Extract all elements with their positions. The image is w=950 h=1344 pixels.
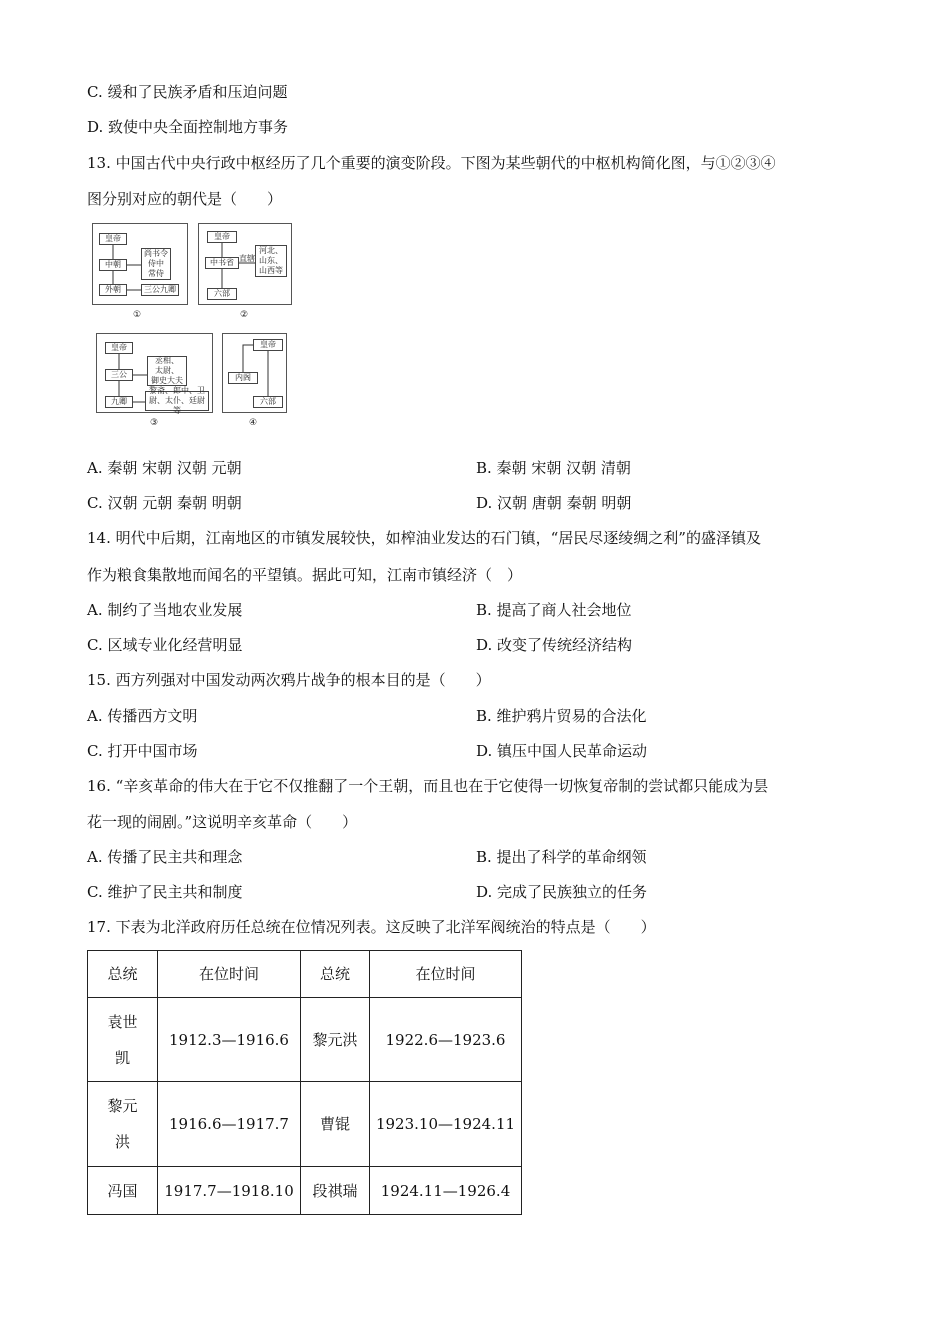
diagram-2-arrows: [199, 224, 293, 306]
table-cell: 1912.3—1916.6: [158, 998, 301, 1082]
diagram-2-secretariat: 中书省: [205, 257, 239, 269]
diagram-1-emperor: 皇帝: [99, 233, 127, 245]
q14-option-b[interactable]: B. 提高了商人社会地位: [476, 601, 632, 619]
diagram-3-nine-ministers: 九卿: [105, 396, 133, 408]
q16-option-d[interactable]: D. 完成了民族独立的任务: [476, 883, 648, 901]
table-cell: 黎元洪: [301, 998, 370, 1082]
q16-option-b[interactable]: B. 提出了科学的革命纲领: [476, 848, 647, 866]
q15-stem: 15. 西方列强对中国发动两次鸦片战争的根本目的是（ ）: [87, 671, 491, 689]
diagram-1-outer-court: 外朝: [99, 284, 127, 296]
q12-option-c: C. 缓和了民族矛盾和压迫问题: [87, 83, 288, 101]
table-cell: 曹锟: [301, 1082, 370, 1167]
q13-option-c[interactable]: C. 汉朝 元朝 秦朝 明朝: [87, 494, 242, 512]
q15-option-a[interactable]: A. 传播西方文明: [87, 707, 198, 725]
table-cell: 1916.6—1917.7: [158, 1082, 301, 1167]
diagram-3-three-dukes: 三公: [105, 369, 133, 381]
q14-stem-line1: 14. 明代中后期，江南地区的市镇发展较快，如榨油业发达的石门镇，“居民尽逐绫绸之利”的盛泽镇及: [87, 529, 761, 547]
q16-stem-line2: 花一现的闹剧。”这说明辛亥革命（ ）: [87, 813, 358, 831]
diagram-3-caption: ③: [150, 418, 159, 428]
q16-option-a[interactable]: A. 传播了民主共和理念: [87, 848, 243, 866]
table-cell: 冯国: [88, 1167, 158, 1215]
table-header-row: [88, 951, 522, 998]
diagram-1-arrows: [93, 224, 189, 306]
diagram-4-six-ministries: 六部: [253, 396, 283, 408]
diagram-3-emperor: 皇帝: [105, 342, 133, 354]
q14-option-d[interactable]: D. 改变了传统经济结构: [476, 636, 633, 654]
diagram-2-caption: ②: [240, 310, 249, 320]
diagram-2-emperor: 皇帝: [207, 231, 237, 243]
diagram-1-ministers: 三公九卿: [141, 284, 179, 296]
table-header-cell: 总统: [301, 951, 370, 998]
q14-option-a[interactable]: A. 制约了当地农业发展: [87, 601, 243, 619]
diagram-4-cabinet: 内阁: [228, 372, 258, 384]
table-cell-text: 袁世 凯: [107, 1012, 138, 1067]
diagram-2: [198, 223, 292, 305]
diagram-1-aides: 尚书令 侍中 常侍: [141, 248, 171, 280]
diagram-4-caption: ④: [249, 418, 258, 428]
diagram-3-arrows: [97, 334, 214, 414]
table-cell: [88, 998, 158, 1082]
q13-stem-line2: 图分别对应的朝代是（ ）: [87, 190, 283, 208]
president-table: [87, 950, 522, 1215]
q12-option-d: D. 致使中央全面控制地方事务: [87, 118, 289, 136]
table-cell: 1924.11—1926.4: [370, 1167, 522, 1215]
table-cell-text: 黎元 洪: [107, 1097, 138, 1151]
diagram-3-chancellors: 丞相、 太尉、 御史大夫: [147, 356, 187, 386]
diagram-4-emperor: 皇帝: [253, 339, 283, 351]
diagram-2-direct-label: 直辖: [239, 254, 255, 263]
q13-option-b[interactable]: B. 秦朝 宋朝 汉朝 清朝: [476, 459, 631, 477]
q15-option-c[interactable]: C. 打开中国市场: [87, 742, 198, 760]
diagram-1-caption: ①: [133, 310, 142, 320]
q13-stem-line1: 13. 中国古代中央行政中枢经历了几个重要的演变阶段。下图为某些朝代的中枢机构简化图，与①②③④: [87, 154, 776, 172]
q14-option-c[interactable]: C. 区域专业化经营明显: [87, 636, 243, 654]
diagram-4: [222, 333, 287, 413]
q16-option-c[interactable]: C. 维护了民主共和制度: [87, 883, 243, 901]
diagram-2-six-ministries: 六部: [207, 288, 237, 300]
diagram-3: [96, 333, 213, 413]
diagram-3-officials: 黎斋、郎中、卫 尉、太仆、廷尉等: [145, 391, 209, 411]
table-cell: 段祺瑞: [301, 1167, 370, 1215]
q17-stem: 17. 下表为北洋政府历任总统在位情况列表。这反映了北洋军阀统治的特点是（ ）: [87, 918, 656, 936]
diagram-4-arrows: [223, 334, 288, 414]
table-cell: 1923.10—1924.11: [370, 1082, 522, 1167]
diagram-2-regions: 河北、 山东、 山西等: [255, 245, 287, 277]
table-row: [88, 998, 522, 1082]
q13-option-d[interactable]: D. 汉朝 唐朝 秦朝 明朝: [476, 494, 632, 512]
table-cell: [88, 1082, 158, 1167]
diagram-1-inner-court: 中朝: [99, 259, 127, 271]
diagram-1: [92, 223, 188, 305]
q13-option-a[interactable]: A. 秦朝 宋朝 汉朝 元朝: [87, 459, 242, 477]
table-header-cell: 在位时间: [370, 951, 522, 998]
table-cell: 1922.6—1923.6: [370, 998, 522, 1082]
q15-option-b[interactable]: B. 维护鸦片贸易的合法化: [476, 707, 647, 725]
table-row: [88, 1167, 522, 1215]
q15-option-d[interactable]: D. 镇压中国人民革命运动: [476, 742, 648, 760]
table-cell: 1917.7—1918.10: [158, 1167, 301, 1215]
table-row: [88, 1082, 522, 1167]
table-header-cell: 总统: [88, 951, 158, 998]
table-header-cell: 在位时间: [158, 951, 301, 998]
q14-stem-line2: 作为粮食集散地而闻名的平望镇。据此可知，江南市镇经济（ ）: [87, 566, 523, 584]
q16-stem-line1: 16. “辛亥革命的伟大在于它不仅推翻了一个王朝，而且也在于它使得一切恢复帝制的尝试都只能成为昙: [87, 777, 769, 795]
